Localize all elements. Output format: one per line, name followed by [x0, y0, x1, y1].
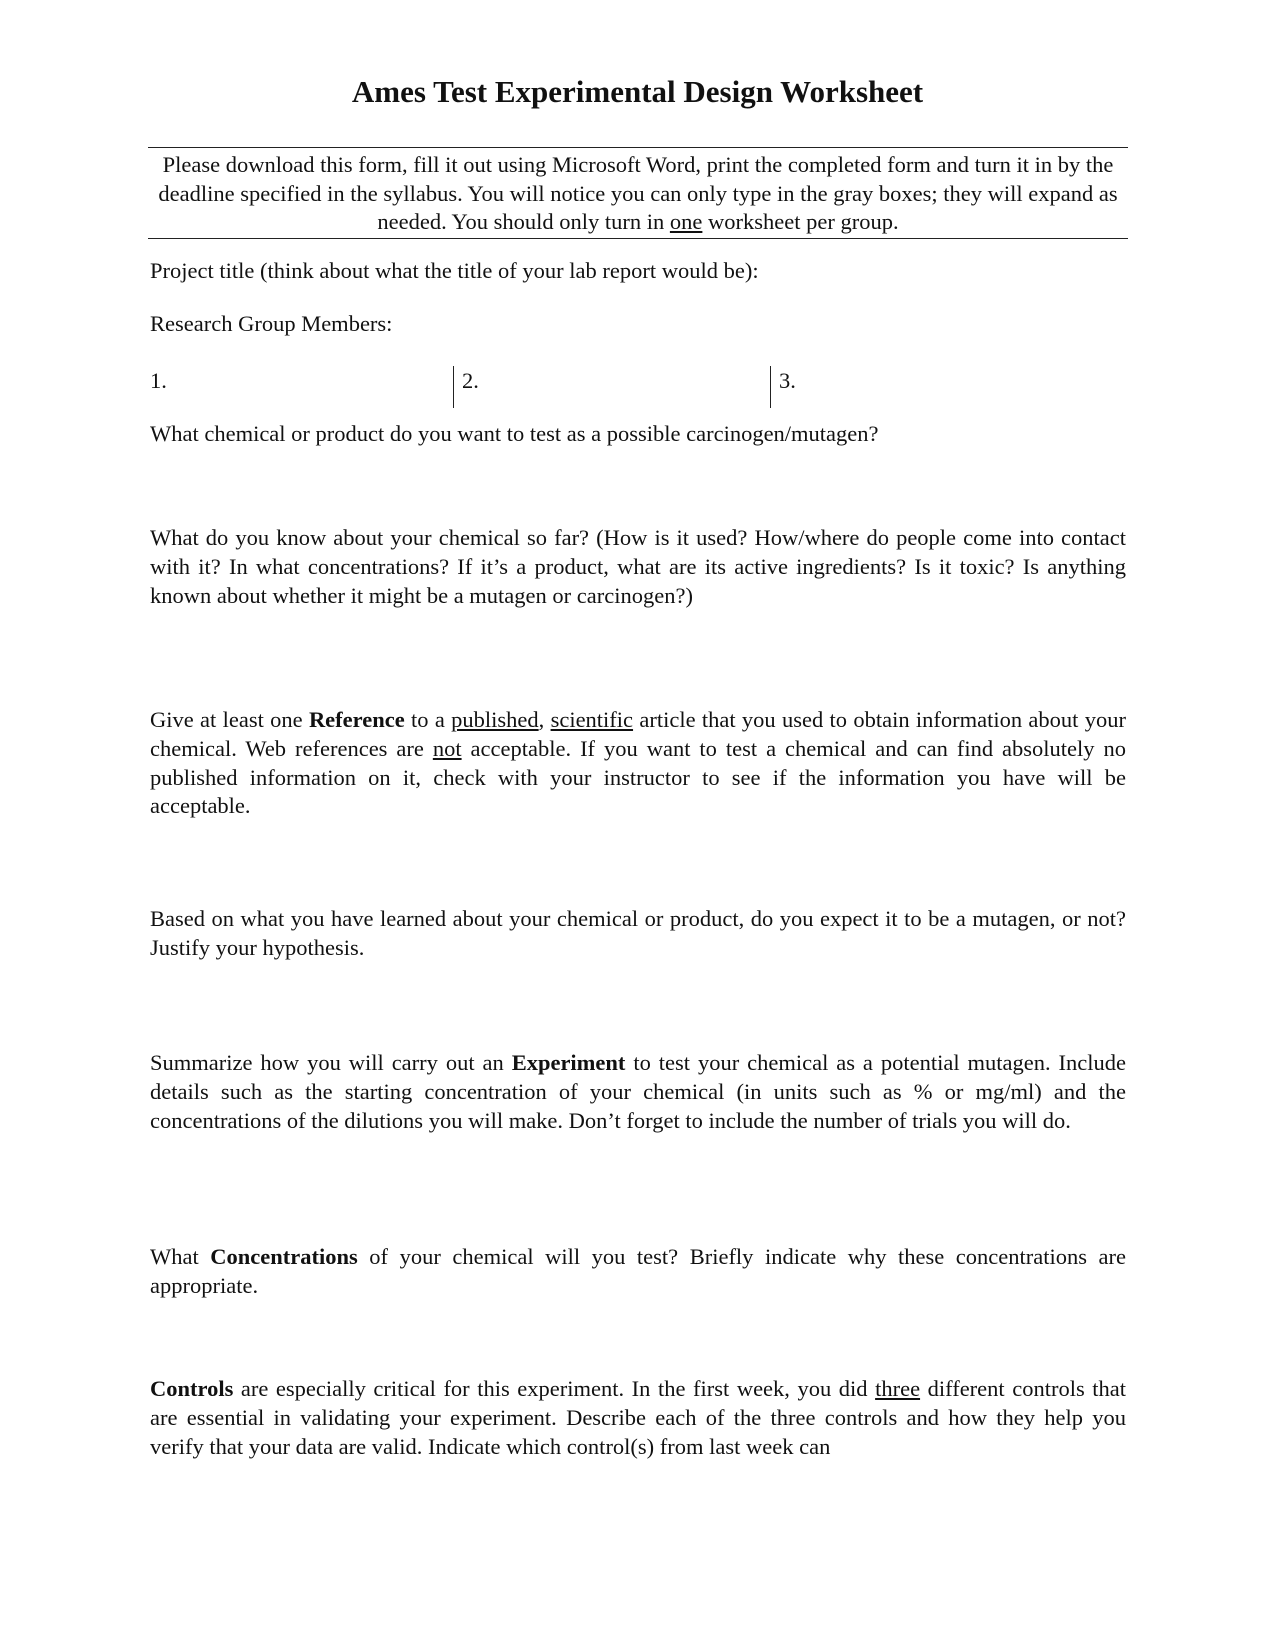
- controls-bold: Controls: [150, 1376, 234, 1401]
- question-knowledge: What do you know about your chemical so far? (How is it used? How/where do people come into contact with it? In what concentrations? If it’s a product, what are its active ingredients? Is it toxic? Is anything known about whether it might be a mutagen or carcinogen?): [150, 525, 1126, 608]
- controls-text-a: are especially critical for this experiment. In the first week, you did: [233, 1376, 876, 1401]
- member-field-2[interactable]: 2.: [462, 368, 479, 393]
- experiment-bold: Experiment: [511, 1050, 626, 1075]
- question-hypothesis: Based on what you have learned about your chemical or product, do you expect it to be a mutagen, or not? Justify your hypothesis.: [150, 906, 1126, 960]
- reference-text-e: acceptable. If you want to test a chemical and can find absolutely no published information on it, check with your instructor to see if the information you have will be acceptable.: [150, 735, 1126, 819]
- question-controls: [150, 1375, 1126, 1461]
- question-concentrations: [150, 1243, 1126, 1301]
- reference-underline-published: published: [451, 707, 539, 732]
- concentrations-text-a: What: [150, 1244, 211, 1269]
- question-experiment: [150, 1049, 1126, 1135]
- question-chemical: What chemical or product do you want to test as a possible carcinogen/mutagen?: [150, 421, 879, 446]
- controls-text-b: different controls that are essential in validating your experiment. Describe each of the three controls and how they help you verify that your data are valid. Indicate which control(s) from last week can: [150, 1376, 1127, 1459]
- reference-underline-scientific: scientific: [550, 707, 634, 732]
- group-members-label: Research Group Members:: [150, 311, 393, 336]
- reference-underline-not: not: [432, 735, 462, 761]
- member-field-3[interactable]: 3.: [779, 368, 796, 393]
- instructions-underlined-one: one: [669, 209, 703, 234]
- concentrations-text-b: of your chemical will you test? Briefly indicate why these concentrations are appropriate.: [150, 1244, 1126, 1298]
- reference-text-a: Give at least one: [150, 707, 309, 732]
- instructions-text-end: worksheet per group.: [702, 209, 899, 234]
- reference-text-b: to a: [404, 707, 452, 732]
- instructions-box: [148, 147, 1128, 239]
- member-divider-2: [770, 366, 771, 408]
- member-field-1[interactable]: 1.: [150, 368, 167, 393]
- experiment-text-a: Summarize how you will carry out an: [150, 1050, 512, 1075]
- member-divider-1: [453, 366, 454, 408]
- reference-bold: Reference: [308, 707, 405, 732]
- page-title: Ames Test Experimental Design Worksheet: [351, 74, 924, 109]
- concentrations-bold: Concentrations: [210, 1244, 358, 1269]
- reference-text-c: ,: [538, 707, 551, 732]
- controls-underline-three: three: [875, 1376, 921, 1401]
- experiment-text-b: to test your chemical as a potential mutagen. Include details such as the starting concentration of your chemical (in units such as % or mg/ml) and the concentrations of the dilutions you will make. Don’t forget to include the number of trials you will do.: [150, 1050, 1127, 1133]
- reference-text-d: article that you used to obtain information about your chemical. Web references are: [150, 707, 1126, 761]
- question-reference: [150, 706, 1126, 821]
- instructions-text: Please download this form, fill it out using Microsoft Word, print the completed form and turn it in by the deadline specified in the syllabus. You will notice you can only type in the gray boxes; they will expand as needed. You should only turn in: [158, 152, 1118, 234]
- project-title-label: Project title (think about what the title of your lab report would be):: [150, 258, 759, 283]
